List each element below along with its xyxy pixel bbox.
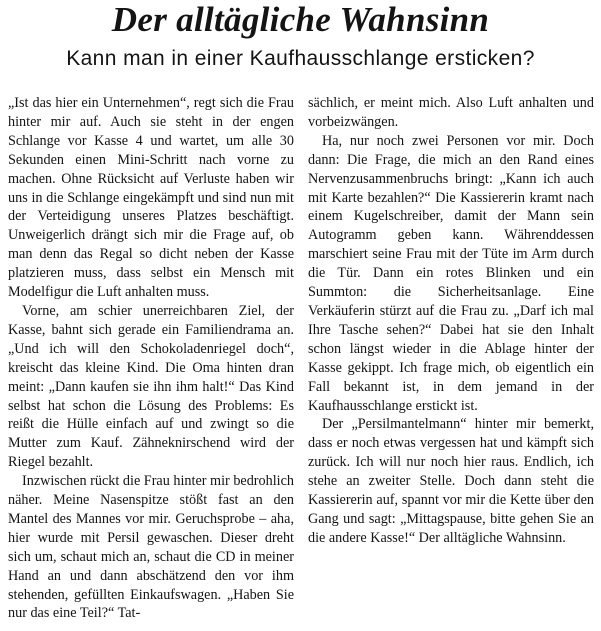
- paragraph: Inzwischen rückt die Frau hinter mir bedrohlich näher. Meine Nasenspitze stößt fast an den Mantel des Mannes vor mir. Geruchsprobe – aha, hier wurde mit Persil gewaschen. Dieser dreht sich um, schaut mich an, schaut die CD in meiner Hand an und dann abschätzend den vor ihm stehenden, gefüllten Einkaufswagen. „Haben Sie nur das eine Teil?“ Tat-: [8, 473, 294, 622]
- article-subtitle: Kann man in einer Kaufhausschlange ersticken?: [66, 47, 535, 70]
- paragraph: sächlich, er meint mich. Also Luft anhalten und vorbeizwängen.: [308, 95, 594, 130]
- paragraph: Vorne, am schier unerreichbaren Ziel, der Kasse, bahnt sich gerade ein Familiendrama an. „Und ich will den Schokoladenriegel doch“, kreischt das kleine Kind. Die Oma hinten dran meint: „Dann kaufen sie ihn ihm halt!“ Das Kind selbst hat schon die Lösung des Problems: Es reißt die Hülle einfach auf und zwingt so die Mutter zum Kauf. Zähneknirschend wird der Riegel bezahlt.: [8, 302, 294, 471]
- paragraph: Der „Persilmantelmann“ hinter mir bemerkt, dass er noch etwas vergessen hat und kämpft sich zurück. Ich will nur noch hier raus. Endlich, ich stehe an zweiter Stelle. Doch dann steht die Kassiererin auf, spannt vor mir die Kette über den Gang und sagt: „Mittagspause, bitte gehen Sie an die andere Kasse!“ Der alltägliche Wahnsinn.: [308, 416, 594, 546]
- paragraph: „Ist das hier ein Unternehmen“, regt sich die Frau hinter mir auf. Auch sie steht in der engen Schlange vor Kasse 4 und wartet, um alle 30 Sekunden einen Mini-Schritt nach vorne zu machen. Ohne Rücksicht auf Verluste haben wir uns in die Schlange eingekämpft und sind nun mit der Verteidigung unseres Platzes beschäftigt. Unweigerlich drängt sich mir die Frage auf, ob man denn das Regal so dicht neben der Kasse platzieren muss, dass selbst ein Mensch mit Modelfigur die Luft anhalten muss.: [8, 95, 294, 301]
- right-column: [308, 94, 594, 548]
- article-title: Der alltägliche Wahnsinn: [111, 0, 490, 39]
- left-column: [8, 94, 294, 623]
- paragraph: Ha, nur noch zwei Personen vor mir. Doch dann: Die Frage, die mich an den Rand eines Nervenzusammenbruchs bringt: „Kann ich auch mit Karte bezahlen?“ Die Kassiererin kramt nach einem Kugelschreiber, damit der Mann sein Autogramm geben kann. Währenddessen marschiert seine Frau mit der Tüte im Arm durch die Tür. Dann ein rotes Blinken und ein Summton: die Sicherheitsanlage. Eine Verkäuferin stürzt auf die Frau zu. „Darf ich mal Ihre Tasche sehen?“ Dabei hat sie den Inhalt schon längst wieder in die Ablage hinter der Kasse gekippt. Ich frage mich, ob eigentlich ein Fall bekannt ist, in dem jemand in der Kaufhausschlange erstickt ist.: [308, 132, 594, 414]
